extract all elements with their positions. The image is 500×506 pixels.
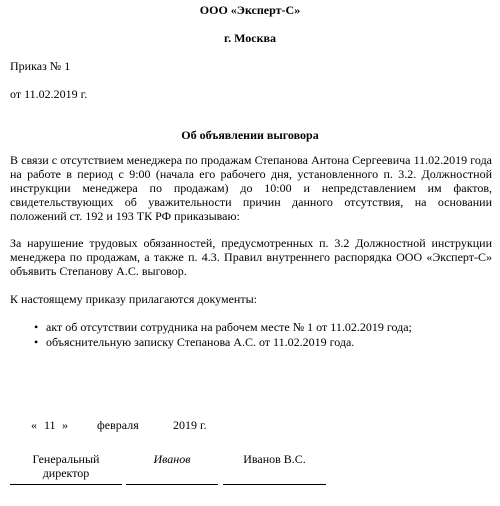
signature-underline xyxy=(126,484,218,485)
date-day: 11 xyxy=(44,418,56,432)
signature: Иванов xyxy=(153,452,191,466)
position-title-line1: Генеральный xyxy=(32,452,100,466)
paragraph-grounds: В связи с отсутствием менеджера по продажам Степанова Антона Сергеевича 11.02.2019 года на работе в период с 9:00 (начала его рабочего дня, установленного п. 3.2. Должностной инструкции менеджера по продажам) до 10:00 и непредставлением им фактов, свидетельствующих об уважительности причин данного отсутствия, на основании положений ст. 192 и 193 ТК РФ приказываю: xyxy=(10,153,492,223)
list-item xyxy=(10,335,492,350)
position-title-line2: директор xyxy=(42,466,90,480)
date-month: февраля xyxy=(97,418,139,432)
paragraph-attachments-intro: К настоящему приказу прилагаются документы: xyxy=(10,292,257,306)
order-title: Об объявлении выговора xyxy=(181,128,319,142)
bullet-icon: • xyxy=(34,320,39,334)
name-underline xyxy=(223,484,326,485)
attachment-text: объяснительную записку Степанова А.С. от 11.02.2019 года. xyxy=(46,335,355,349)
date-open-quote: « xyxy=(31,418,37,432)
position-underline xyxy=(10,484,122,485)
date-year: 2019 г. xyxy=(173,418,207,432)
signer-name: Иванов В.С. xyxy=(243,452,306,466)
attachment-text: акт об отсутствии сотрудника на рабочем месте № 1 от 11.02.2019 года; xyxy=(46,320,412,334)
attachments-list xyxy=(10,320,492,350)
city: г. Москва xyxy=(224,31,276,45)
bullet-icon: • xyxy=(34,335,39,349)
date-close-quote: » xyxy=(62,418,68,432)
order-date: от 11.02.2019 г. xyxy=(10,87,88,101)
company-name: ООО «Эксперт-С» xyxy=(199,3,301,17)
order-number: Приказ № 1 xyxy=(10,59,71,73)
paragraph-reprimand: За нарушение трудовых обязанностей, предусмотренных п. 3.2 Должностной инструкции менеджера по продажам, а также п. 4.3. Правил внутреннего распорядка ООО «Эксперт-С» объявить Степанову А.С. выговор. xyxy=(10,236,492,278)
list-item xyxy=(10,320,492,335)
